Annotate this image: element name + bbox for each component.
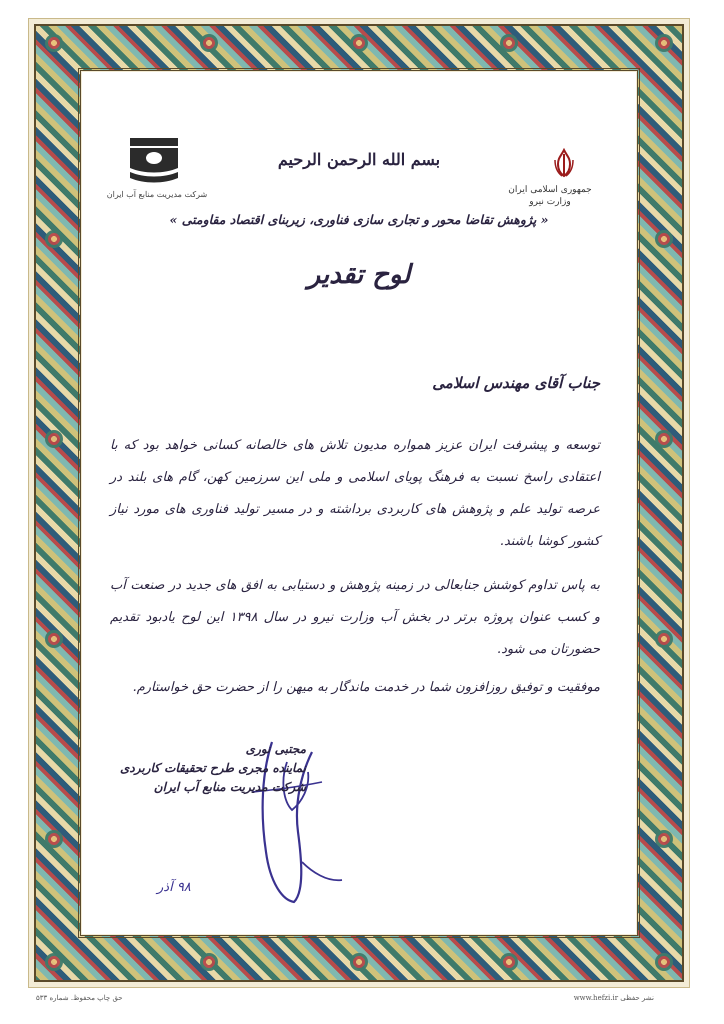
project-title: « پژوهش تقاضا محور و تجاری سازی فناوری، زیربنای اقتصاد مقاومتی » xyxy=(169,212,549,227)
body-paragraph-2: به پاس تداوم کوشش جنابعالی در زمینه پژوهش و دستیابی به افق های جدید در صنعت آب و کسب عنوان پروژه برتر در بخش آب وزارت نیرو در سال ۱۳۹۸ این لوح یادبود تقدیم حضورتان می شود. xyxy=(110,578,600,657)
footer-copyright: حق چاپ محفوظ. شماره ۵۳۳ xyxy=(36,994,123,1002)
certificate-content xyxy=(82,72,636,934)
company-caption: شرکت مدیریت منابع آب ایران xyxy=(106,190,208,199)
signature-block xyxy=(120,740,306,797)
handwritten-date: ۹۸ آذر xyxy=(157,880,191,895)
signer-organization: شرکت مدیریت منابع آب ایران xyxy=(153,780,306,794)
ministry-name: جمهوری اسلامی ایران وزارت نیرو xyxy=(508,185,592,207)
recipient-name: جناب آقای مهندس اسلامی xyxy=(432,374,600,392)
certificate-title: لوح تقدیر xyxy=(307,260,411,290)
signer-title: نماینده مجری طرح تحقیقات کاربردی xyxy=(120,761,306,775)
signer-name: مجتبی نوری xyxy=(245,742,306,756)
body-paragraph-1: توسعه و پیشرفت ایران عزیز همواره مدیون تلاش های خالصانه کسانی خواهد بود که با اعتقادی راسخ نسبت به فرهنگ پویای اسلامی و ملی این سرزمین کهن، گام های بلند در عرصه تولید علم و پژوهش های کاربردی برداشته و در مسیر تولید فناوری های مورد نیاز کشور کوشا باشند. xyxy=(110,438,600,549)
body-paragraph-3: موفقیت و توفیق روزافزون شما در خدمت ماندگار به میهن را از حضرت حق خواستارم. xyxy=(132,680,600,695)
footer-publisher: www.hefzi.ir نشر حفظی xyxy=(573,994,654,1002)
bismillah-heading: بسم الله الرحمن الرحيم xyxy=(277,150,441,169)
